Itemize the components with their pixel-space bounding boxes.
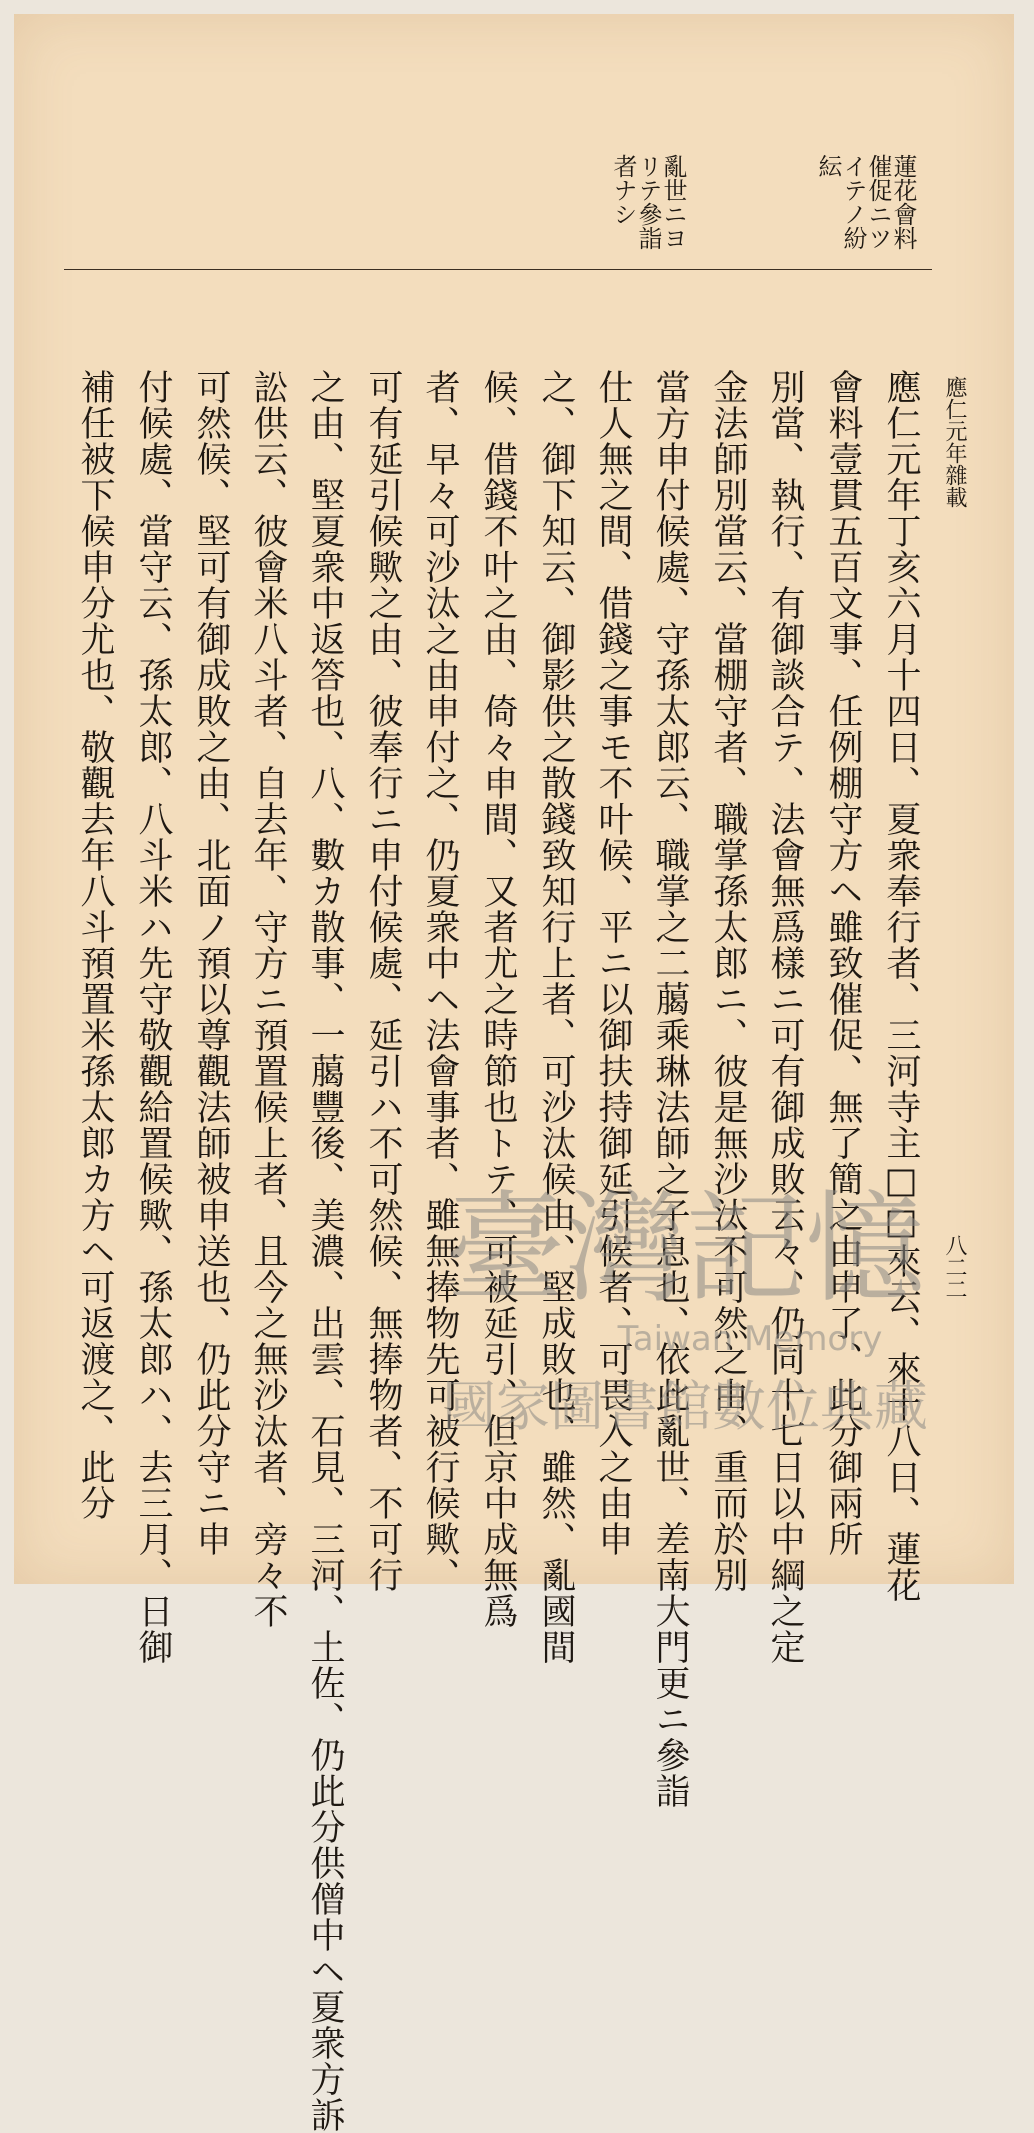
- text-column: 之、御下知云、御影供之散錢致知行上者、可沙汰候由、堅成敗也、雖然、亂國間: [536, 369, 576, 1665]
- headnote-line: リテ參詣: [634, 154, 662, 250]
- text-column: 候、借錢不叶之由、倚々申間、又者尤之時節也トテ、可被延引、但京中成無爲: [478, 369, 518, 1629]
- headnote-line: 亂世ニヨ: [659, 154, 687, 250]
- headnote-line: イテノ紛: [839, 154, 867, 250]
- text-column: 之由、堅夏衆中返答也、八、數カ散事、一﨟豐後、美濃、出雲、石見、三河、土佐、仍此分供僧中ヘ夏衆方訴: [305, 369, 345, 2133]
- text-column: 仕人無之間、借錢之事モ不叶候、平ニ以御扶持御延引候者、可畏入之由申: [593, 369, 633, 1557]
- watermark-title: 臺灣記憶: [445, 1180, 925, 1319]
- text-column: 別當、執行、有御談合テ、法會無爲樣ニ可有御成敗云々、仍同十七日以中綱之定: [765, 369, 805, 1665]
- headnote-line: 蓮花會料: [889, 154, 917, 250]
- book-page: [14, 14, 1014, 2133]
- text-column: 付候處、當守云、孫太郎、八斗米ハ先守敬觀給置候歟、孫太郎ハ、去三月、日御: [133, 369, 173, 1665]
- text-column: 應仁元年丁亥六月十四日、夏衆奉行者、三河寺主□□來云、來十八日、蓮花: [881, 369, 921, 1603]
- text-column: 會料壹貫五百文事、任例棚守方ヘ雖致催促、無了簡之由申了、此分御兩所: [823, 369, 863, 1557]
- headnote-line: 催促ニツ: [864, 154, 892, 250]
- running-title: 應仁元年雜載: [942, 376, 967, 508]
- headnote-line: 紜: [814, 154, 842, 178]
- watermark-subtitle: Taiwan Memory: [617, 1319, 883, 1359]
- text-column: 訟供云、彼會米八斗者、自去年、守方ニ預置候上者、且今之無沙汰者、旁々不: [248, 369, 288, 1629]
- header-rule: [64, 269, 932, 270]
- text-column: 補任被下候申分尤也、敬觀去年八斗預置米孫太郎カ方ヘ可返渡之、此分: [75, 369, 115, 1521]
- text-column: 可有延引候歟之由、彼奉行ニ申付候處、延引ハ不可然候、無捧物者、不可行: [363, 369, 403, 1593]
- headnote-line: 者ナシ: [609, 154, 637, 226]
- watermark-org: 國家圖書館數位典藏: [442, 1375, 928, 1438]
- text-column: 當方申付候處、守孫太郎云、職掌之二﨟乘琳法師之子息也、依此亂世、差南大門更ニ參詣: [650, 369, 690, 1809]
- text-column: 金法師別當云、當棚守者、職掌孫太郎ニ、彼是無沙汰不可然之由、重而於別: [708, 369, 748, 1593]
- text-column: 者、早々可沙汰之由申付之、仍夏衆中ヘ法會事者、雖無捧物先可被行候歟、: [420, 369, 460, 1593]
- page-number: 八二二: [942, 1234, 967, 1300]
- text-column: 可然候、堅可有御成敗之由、北面ノ預以尊觀法師被申送也、仍此分守ニ申: [191, 369, 231, 1557]
